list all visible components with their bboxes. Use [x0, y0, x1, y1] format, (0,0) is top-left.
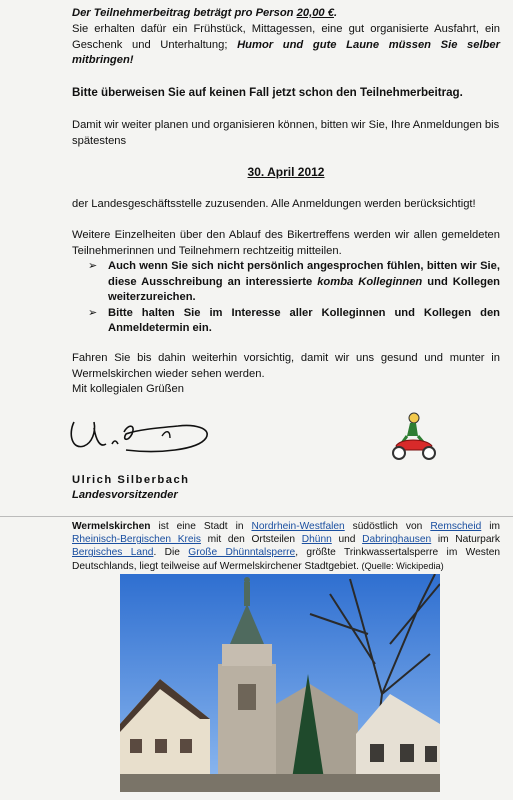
planning-paragraph: Damit wir weiter planen und organisieren können, bitten wir Sie, Ihre Anmeldungen bis spätestens [72, 119, 500, 147]
fee-amount: 20,00 € [296, 7, 334, 19]
deadline-date: 30. April 2012 [247, 165, 325, 179]
motorcycle-icon [390, 410, 438, 462]
list-item: ➢ Bitte halten Sie im Interesse aller Kolleginnen und Kollegen den Anmeldetermin ein. [88, 306, 500, 337]
signer-title: Landesvorsitzender [72, 489, 178, 501]
fee-line: Der Teilnehmerbeitrag beträgt pro Person 20,00 €. [72, 7, 338, 19]
send-line: der Landesgeschäftsstelle zuzusenden. Alle Anmeldungen werden berücksichtigt! [72, 198, 476, 210]
link-remscheid[interactable]: Remscheid [430, 521, 482, 532]
bullet-list [88, 259, 500, 337]
list-item: ➢ Auch wenn Sie sich nicht persönlich angesprochen fühlen, bitten wir Sie, diese Ausschreibung an interessierte komba Kolleginnen und Kollegen weiterzureichen. [88, 259, 500, 306]
divider [0, 516, 513, 517]
warning-line: Bitte überweisen Sie auf keinen Fall jetzt schon den Teilnehmerbeitrag. [72, 86, 463, 99]
signer-name: Ulrich Silberbach [72, 474, 190, 486]
church-photo [120, 574, 440, 792]
closing-paragraph: Fahren Sie bis dahin weiterhin vorsichtig, damit wir uns gesund und munter in Wermelskirchen wieder sehen werden. [72, 352, 500, 380]
link-bergisches-land[interactable]: Bergisches Land [72, 547, 154, 559]
wiki-source: (Quelle: Wickipedia) [358, 560, 444, 571]
link-nordrhein-westfalen[interactable]: Nordrhein-Westfalen [251, 521, 345, 532]
details-paragraph: Weitere Einzelheiten über den Ablauf des Bikertreffens werden wir allen gemeldeten Teilnehmerinnen und Teilnehmern rechtzeitig mitteilen. [72, 229, 500, 257]
link-rheinisch-bergischer-kreis[interactable]: Rheinisch-Bergischen Kreis [72, 534, 201, 546]
wiki-paragraph: Wermelskirchen ist eine Stadt in Nordrhein-Westfalen südöstlich von Remscheid im Rheinisch-Bergischen Kreis mit den Ortsteilen Dhünn und Dabringhausen im Naturpark Bergisches Land. Die Große Dhünntalsperre, größte Trinkwassertalsperre im Westen Deutschlands, liegt teilweise auf Wermelskirchener Stadtgebiet. (Quelle: Wickipedia) [72, 521, 501, 572]
humor-emphasis: Humor und gute Laune müssen Sie selber mitbringen! [72, 38, 501, 66]
arrow-bullet-icon: ➢ [88, 260, 98, 272]
link-grosse-dhuenntalsperre[interactable]: Große Dhünntalsperre [188, 547, 296, 559]
link-dabringhausen[interactable]: Dabringhausen [362, 534, 432, 546]
greeting: Mit kollegialen Grüßen [72, 383, 184, 395]
link-dhuenn[interactable]: Dhünn [301, 534, 332, 546]
includes-paragraph: Sie erhalten dafür ein Frühstück, Mittagessen, eine gut organisierte Ausfahrt, ein Geschenk und Unterhaltung; Humor und gute Laune müssen Sie selber mitbringen! [72, 23, 501, 66]
signature-icon [66, 410, 216, 458]
wiki-subject: Wermelskirchen [72, 521, 151, 532]
arrow-bullet-icon: ➢ [88, 306, 98, 319]
